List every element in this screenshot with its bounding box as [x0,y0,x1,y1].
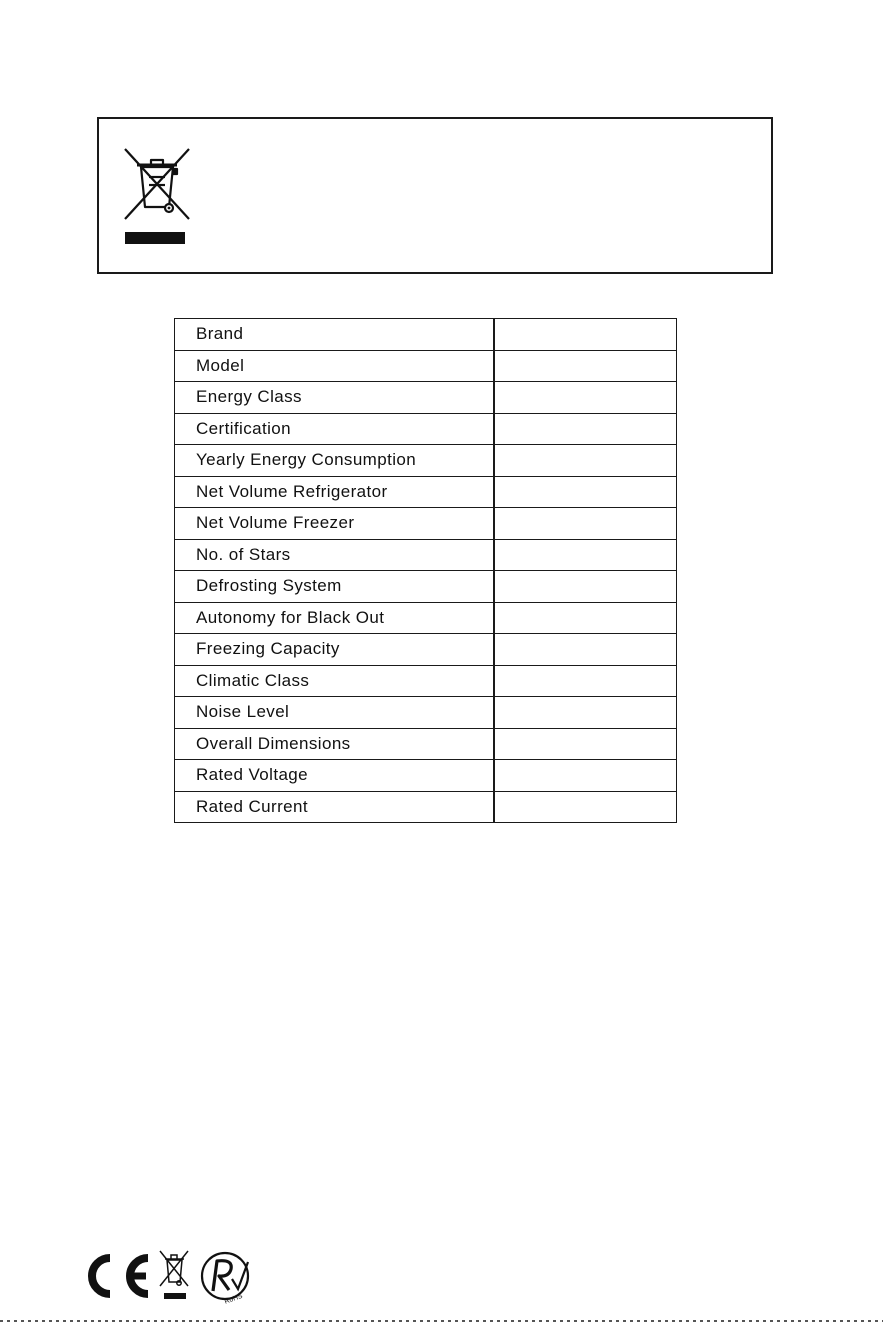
spec-label: No. of Stars [175,539,495,571]
spec-value [494,382,677,414]
disposal-notice-box [97,117,773,274]
spec-value [494,602,677,634]
spec-row [175,760,677,792]
spec-value [494,508,677,540]
spec-row [175,791,677,823]
spec-row [175,445,677,477]
crossed-out-wheelie-bin-icon [121,147,193,251]
spec-row [175,319,677,351]
spec-row [175,602,677,634]
spec-row [175,728,677,760]
spec-row [175,697,677,729]
spec-row [175,539,677,571]
spec-value [494,350,677,382]
crossed-out-wheelie-bin-icon [160,1251,188,1299]
spec-label: Rated Current [175,791,495,823]
spec-value [494,634,677,666]
spec-value [494,571,677,603]
spec-value [494,413,677,445]
spec-label: Model [175,350,495,382]
spec-value [494,760,677,792]
spec-label: Freezing Capacity [175,634,495,666]
spec-row [175,634,677,666]
spec-value [494,476,677,508]
ce-mark-icon [92,1258,148,1294]
spec-label: Climatic Class [175,665,495,697]
spec-label: Net Volume Refrigerator [175,476,495,508]
spec-row [175,350,677,382]
spec-row [175,665,677,697]
spec-value [494,728,677,760]
svg-text:RoHS: RoHS [223,1292,244,1306]
spec-value [494,697,677,729]
spec-value [494,319,677,351]
spec-label: Overall Dimensions [175,728,495,760]
spec-row [175,476,677,508]
spec-row [175,508,677,540]
spec-label: Yearly Energy Consumption [175,445,495,477]
rohs-mark-icon [202,1253,248,1306]
spec-row [175,382,677,414]
spec-row [175,571,677,603]
page-bottom-rule [0,1320,883,1322]
spec-value [494,445,677,477]
spec-value [494,665,677,697]
compliance-marks [70,1246,270,1306]
spec-label: Rated Voltage [175,760,495,792]
spec-label: Net Volume Freezer [175,508,495,540]
spec-value [494,539,677,571]
specification-table [174,318,677,823]
spec-label: Brand [175,319,495,351]
spec-row [175,413,677,445]
spec-label: Noise Level [175,697,495,729]
spec-label: Certification [175,413,495,445]
spec-label: Energy Class [175,382,495,414]
spec-label: Defrosting System [175,571,495,603]
spec-label: Autonomy for Black Out [175,602,495,634]
specification-table-body [175,319,677,823]
spec-value [494,791,677,823]
